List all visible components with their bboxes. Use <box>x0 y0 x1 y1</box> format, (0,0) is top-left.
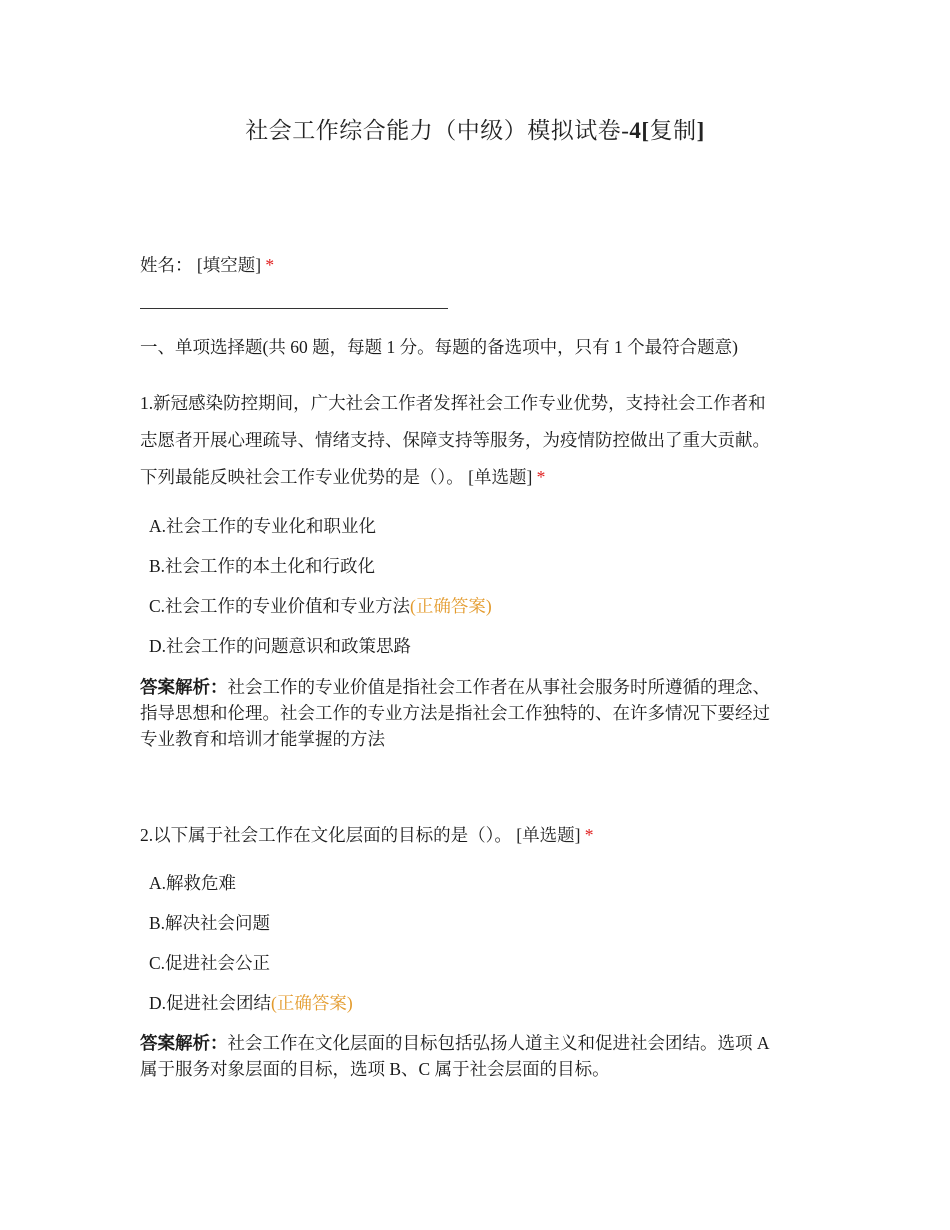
analysis-line-2: 指导思想和伦理。社会工作的专业方法是指社会工作独特的、在许多情况下要经过 <box>140 703 770 723</box>
question-1-required-mark: * <box>536 467 546 487</box>
option-text: C.社会工作的专业价值和专业方法 <box>149 596 411 616</box>
analysis-text: 社会工作在文化层面的目标包括弘扬人道主义和促进社会团结。选项 A <box>227 1033 770 1053</box>
analysis-text: 社会工作的专业价值是指社会工作者在从事社会服务时所遵循的理念、 <box>227 677 770 697</box>
question-2-required-mark: * <box>584 825 594 845</box>
analysis-line-1 <box>140 1030 820 1056</box>
title-suffix: 复制 <box>649 118 697 143</box>
analysis-line-2: 属于服务对象层面的目标，选项 B、C 属于社会层面的目标。 <box>140 1059 610 1079</box>
name-input-line[interactable] <box>140 308 448 309</box>
question-2-option-c[interactable] <box>149 951 270 975</box>
question-2-option-d[interactable] <box>149 991 353 1015</box>
name-field-label-row <box>140 252 274 277</box>
question-1-stem-end: 下列最能反映社会工作专业优势的是（）。 <box>140 467 464 487</box>
question-2-stem: 2.以下属于社会工作在文化层面的目标的是（）。 <box>140 825 512 845</box>
page-title <box>0 112 950 145</box>
analysis-label: 答案解析： <box>140 677 228 697</box>
question-1-option-d[interactable] <box>149 634 411 658</box>
option-text: A.社会工作的专业化和职业化 <box>149 516 377 536</box>
question-2-analysis <box>140 1030 820 1082</box>
question-1-option-c[interactable] <box>149 594 492 618</box>
option-text: D.社会工作的问题意识和政策思路 <box>149 636 412 656</box>
title-bracket: ] <box>696 118 705 143</box>
question-1-line-3 <box>140 459 820 496</box>
question-1 <box>140 385 820 496</box>
question-1-line-1: 1.新冠感染防控期间，广大社会工作者发挥社会工作专业优势，支持社会工作者和 <box>140 393 766 413</box>
option-text: D.促进社会团结 <box>149 993 272 1013</box>
analysis-line-1 <box>140 674 820 700</box>
question-2-option-b[interactable] <box>149 911 270 935</box>
option-text: A.解救危难 <box>149 873 237 893</box>
required-mark: * <box>265 255 275 275</box>
question-1-option-a[interactable] <box>149 514 376 538</box>
question-2 <box>140 817 820 854</box>
title-number: 4[ <box>629 118 650 143</box>
correct-label: (正确答案) <box>271 993 353 1013</box>
question-1-option-b[interactable] <box>149 554 375 578</box>
name-label: 姓名： <box>140 255 193 275</box>
analysis-label: 答案解析： <box>140 1033 228 1053</box>
title-main: 社会工作综合能力（中级）模拟试卷- <box>245 118 630 143</box>
analysis-line-3: 专业教育和培训才能掌握的方法 <box>140 729 385 749</box>
question-1-line-2: 志愿者开展心理疏导、情绪支持、保障支持等服务，为疫情防控做出了重大贡献。 <box>140 430 770 450</box>
correct-label: (正确答案) <box>410 596 492 616</box>
question-2-line-1 <box>140 817 820 854</box>
question-1-type-tag: [单选题] <box>468 467 533 487</box>
question-2-option-a[interactable] <box>149 871 236 895</box>
section-heading: 一、单项选择题(共 60 题，每题 1 分。每题的备选项中，只有 1 个最符合题意) <box>140 337 738 357</box>
name-type-tag: [填空题] <box>196 255 262 275</box>
option-text: C.促进社会公正 <box>149 953 271 973</box>
question-2-type-tag: [单选题] <box>516 825 581 845</box>
option-text: B.解决社会问题 <box>149 913 271 933</box>
option-text: B.社会工作的本土化和行政化 <box>149 556 376 576</box>
question-1-analysis <box>140 674 820 752</box>
